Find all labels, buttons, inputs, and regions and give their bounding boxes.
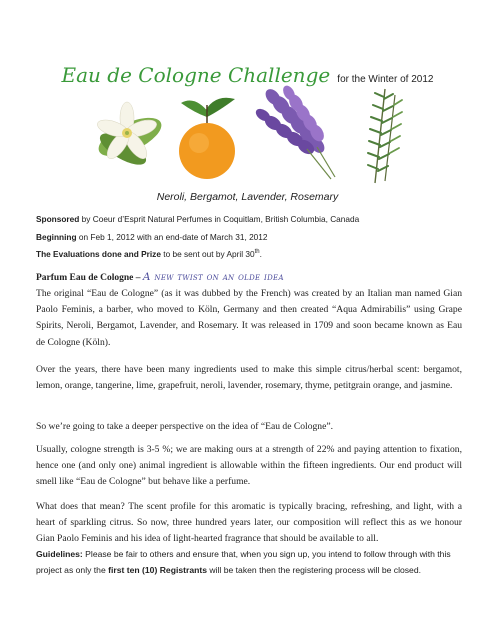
paragraph-history: The original “Eau de Cologne” (as it was dubbed by the French) was created by an Italian man named Gian Paolo Feminis, a barber, who moved to Köln, Germany and then created “Aqua Admirabilis” using Grape Spirits, Neroli, Bergamot, Lavender, and Rosemary. It was released in 1709 and soon became known as Eau de Cologne (Köln).	[36, 288, 462, 348]
beginning-text: on Feb 1, 2012 with an end-date of March 31, 2012	[76, 232, 268, 242]
beginning-label: Beginning	[36, 232, 77, 242]
paragraph-ingredients: Over the years, there have been many ingredients used to make this simple citrus/herbal scent: bergamot, lemon, orange, tangerine, lime, grapefruit, neroli, lavender, rosemary, thyme, petitgrain orange, and jasmine.	[36, 364, 462, 392]
section-heading-dash: –	[133, 273, 143, 283]
evaluations-sup: th	[254, 249, 260, 256]
rosemary-sprigs-image	[368, 89, 402, 183]
paragraph-perspective: So we’re going to take a deeper perspective on the idea of “Eau de Cologne”.	[36, 421, 334, 432]
section-tagline: A new twist on an olde idea	[142, 271, 284, 283]
sponsor-line	[36, 214, 359, 224]
paragraph-strength: Usually, cologne strength is 3-5 %; we are making ours at a strength of 22% and paying attention to fixation, hence one (and only one) animal ingredient is allowable within the fifteen ingredients. Our end product will smell like “Eau de Cologne” but behave like a perfume.	[36, 444, 462, 488]
botanical-illustrations	[95, 85, 425, 185]
evaluations-line	[36, 249, 262, 259]
section-heading	[36, 265, 284, 284]
beginning-line	[36, 232, 268, 242]
page-subtitle: for the Winter of 2012	[337, 74, 434, 85]
evaluations-end: .	[259, 249, 262, 259]
guidelines-text-1: Please be fair to others and ensure that, when you sign up, you intend to follow through with this project as only the	[36, 549, 451, 575]
bergamot-orange-image	[179, 98, 235, 179]
page-title: Eau de Cologne Challenge	[61, 63, 331, 87]
sponsor-text: by Coeur d’Esprit Natural Perfumes in Coquitlam, British Columbia, Canada	[79, 214, 360, 224]
sponsor-label: Sponsored	[36, 214, 80, 224]
guidelines-text-2: will be taken then the registering process will be closed.	[207, 565, 422, 575]
section-heading-title: Parfum Eau de Cologne	[36, 273, 134, 283]
guidelines-paragraph	[36, 546, 462, 578]
lavender-sprigs-image	[254, 85, 335, 179]
evaluations-text: to be sent out by April 30	[160, 249, 255, 259]
evaluations-label: The Evaluations done and Prize	[36, 249, 161, 259]
illustration-caption: Neroli, Bergamot, Lavender, Rosemary	[156, 191, 339, 203]
neroli-blossom-image	[95, 102, 167, 171]
title-row	[0, 63, 495, 87]
paragraph-scent-profile: What does that mean? The scent profile for this aromatic is typically bracing, refreshing, and light, with a heart of sparkling citrus. So now, three hundred years later, our composition will reflect this as we honour Gian Paolo Feminis and his idea of light-hearted fragrance that should be available to all.	[36, 501, 462, 545]
guidelines-bold: first ten (10) Registrants	[108, 565, 207, 575]
guidelines-label: Guidelines:	[36, 549, 83, 559]
